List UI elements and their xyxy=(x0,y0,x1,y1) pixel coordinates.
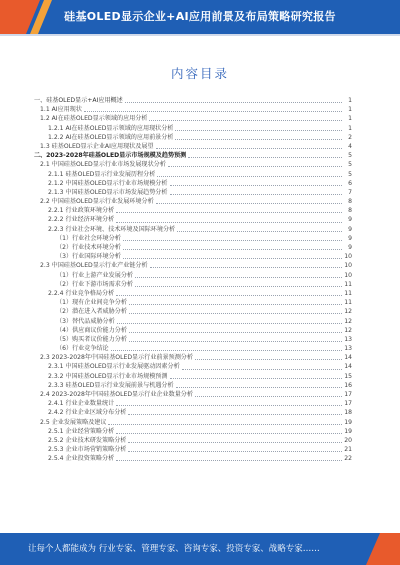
toc-leader-dots xyxy=(129,304,342,305)
toc-entry-label: 二、2023-2028年硅基OLED显示市场规模及趋势预测 xyxy=(34,152,187,160)
toc-leader-dots xyxy=(116,405,342,406)
toc-leader-dots xyxy=(176,387,342,388)
toc-leader-dots xyxy=(177,231,342,232)
toc-entry[interactable] xyxy=(34,390,352,399)
toc-entry-label: 2.1 中国硅基OLED显示行业市场发展现状分析 xyxy=(40,161,166,169)
toc-entry-page: 7 xyxy=(348,188,352,196)
toc-leader-dots xyxy=(117,323,342,324)
toc-entry[interactable] xyxy=(34,179,352,188)
toc-leader-dots xyxy=(170,185,343,186)
toc-entry[interactable] xyxy=(34,261,352,270)
toc-entry[interactable] xyxy=(34,399,352,408)
toc-entry-page: 17 xyxy=(344,391,352,398)
toc-entry-label: 1.2 AI在硅基OLED显示领域的应用分析 xyxy=(40,115,148,123)
report-title: 硅基OLED显示企业+AI应用前景及布局策略研究报告 xyxy=(64,10,336,23)
toc-entry-page: 12 xyxy=(344,326,352,334)
toc-leader-dots xyxy=(175,130,342,131)
toc-entry-label: 2.4 2023-2028年中国硅基OLED显示行业企业数量分析 xyxy=(40,391,193,398)
toc-entry-label: 2.2 中国硅基OLED显示行业发展环境分析 xyxy=(40,198,154,206)
toc-leader-dots xyxy=(108,424,342,425)
toc-entry[interactable] xyxy=(34,454,352,463)
toc-entry[interactable] xyxy=(34,335,352,344)
toc-entry[interactable] xyxy=(34,298,352,307)
header-divider xyxy=(0,34,400,36)
toc-entry[interactable] xyxy=(34,234,352,243)
toc-entry[interactable] xyxy=(34,280,352,289)
toc-leader-dots xyxy=(150,267,342,268)
toc-entry-label: （5）购买者议价能力分析 xyxy=(56,335,127,343)
toc-leader-dots xyxy=(129,332,342,333)
toc-entry-label: 1.3 硅基OLED显示企业AI应用现状及展望 xyxy=(40,142,154,150)
toc-entry-label: 2.3 2023-2028年中国硅基OLED显示行业前景预测分析 xyxy=(40,354,193,362)
toc-entry-label: 2.3 中国硅基OLED显示行业产业链分析 xyxy=(40,262,148,270)
toc-leader-dots xyxy=(149,120,342,121)
toc-entry[interactable] xyxy=(34,151,352,160)
toc-entry-page: 21 xyxy=(344,446,352,454)
toc-leader-dots xyxy=(123,240,342,241)
toc-entry-page: 1 xyxy=(348,115,352,123)
toc-entry[interactable] xyxy=(34,344,352,353)
toc-entry-label: 2.4.1 行业企业数量统计 xyxy=(48,400,115,408)
toc-entry-page: 9 xyxy=(348,234,352,242)
toc-entry[interactable] xyxy=(34,114,352,123)
toc-entry-page: 16 xyxy=(344,381,352,389)
toc-entry-label: 2.1.2 中国硅基OLED显示行业市场规模分析 xyxy=(48,179,168,187)
toc-entry[interactable] xyxy=(34,372,352,381)
toc-leader-dots xyxy=(156,148,342,149)
toc-leader-dots xyxy=(128,442,342,443)
toc-entry-page: 15 xyxy=(344,372,352,380)
toc-leader-dots xyxy=(195,396,342,397)
toc-entry[interactable] xyxy=(34,197,352,206)
toc-leader-dots xyxy=(156,203,342,204)
toc-entry-label: 2.5 企业发展策略及建议 xyxy=(40,418,107,426)
toc-entry-page: 8 xyxy=(348,198,352,206)
toc-entry-page: 1 xyxy=(348,106,352,114)
toc-leader-dots xyxy=(170,378,343,379)
toc-entry-page: 14 xyxy=(344,354,352,362)
toc-leader-dots xyxy=(135,286,342,287)
toc-leader-dots xyxy=(195,359,342,360)
toc-entry-label: 2.1.3 中国硅基OLED显示市场发展趋势分析 xyxy=(48,188,168,196)
toc-entry[interactable] xyxy=(34,124,352,133)
toc-entry[interactable] xyxy=(34,170,352,179)
toc-leader-dots xyxy=(84,111,342,112)
toc-entry[interactable] xyxy=(34,215,352,224)
toc-entry-page: 10 xyxy=(344,253,352,261)
toc-entry[interactable] xyxy=(34,307,352,316)
toc-leader-dots xyxy=(111,350,342,351)
toc-entry-page: 9 xyxy=(348,225,352,233)
toc-entry-label: （2）行业下游市场需求分析 xyxy=(56,280,134,288)
toc-entry-page: 13 xyxy=(344,345,352,353)
table-of-contents xyxy=(34,96,352,464)
toc-entry-page: 11 xyxy=(344,280,352,288)
toc-entry-label: （6）行业竞争结论 xyxy=(56,345,109,353)
toc-entry-page: 12 xyxy=(344,317,352,325)
toc-entry-label: 2.3.2 中国硅基OLED显示行业市场规模预测 xyxy=(48,372,168,380)
toc-entry[interactable] xyxy=(34,160,352,169)
toc-entry[interactable] xyxy=(34,326,352,335)
toc-entry-page: 8 xyxy=(348,207,352,215)
toc-leader-dots xyxy=(116,460,342,461)
toc-entry-label: 1.2.2 AI在硅基OLED显示领域的应用前景分析 xyxy=(48,133,174,141)
toc-entry[interactable] xyxy=(34,381,352,390)
toc-leader-dots xyxy=(116,295,342,296)
toc-entry-page: 11 xyxy=(344,289,352,297)
toc-leader-dots xyxy=(123,249,342,250)
toc-entry-label: （3）行业国际环境分析 xyxy=(56,253,121,261)
toc-leader-dots xyxy=(188,157,342,158)
toc-entry[interactable] xyxy=(34,289,352,298)
toc-entry-label: 2.1.1 硅基OLED显示行业发展历程分析 xyxy=(48,170,156,178)
toc-entry-page: 20 xyxy=(344,436,352,444)
toc-entry-page: 13 xyxy=(344,335,352,343)
toc-entry-label: 一、硅基OLED显示+AI应用概述 xyxy=(34,97,123,104)
toc-entry[interactable] xyxy=(34,133,352,142)
toc-entry[interactable] xyxy=(34,445,352,454)
toc-entry-page: 1 xyxy=(348,124,352,132)
toc-entry[interactable] xyxy=(34,436,352,445)
toc-entry[interactable] xyxy=(34,105,352,114)
toc-entry-page: 10 xyxy=(344,271,352,279)
toc-entry-label: 2.5.1 企业经营策略分析 xyxy=(48,427,115,435)
toc-entry[interactable] xyxy=(34,243,352,252)
toc-entry-page: 5 xyxy=(348,161,352,169)
toc-entry-page: 11 xyxy=(344,299,352,307)
toc-entry-page: 9 xyxy=(348,244,352,251)
toc-entry[interactable] xyxy=(34,362,352,371)
toc-entry-label: 2.5.4 企业投资策略分析 xyxy=(48,455,115,463)
toc-entry-page: 22 xyxy=(344,455,352,463)
toc-entry-label: 2.2.4 行业竞争格局分析 xyxy=(48,289,115,297)
toc-entry-page: 19 xyxy=(344,418,352,426)
toc-entry-page: 14 xyxy=(344,363,352,371)
toc-leader-dots xyxy=(116,222,342,223)
footer-slogan: 让每个人都能成为 行业专家、管理专家、咨询专家、投资专家、战略专家…… xyxy=(28,544,320,554)
toc-entry[interactable] xyxy=(34,317,352,326)
toc-leader-dots xyxy=(129,313,342,314)
toc-entry[interactable] xyxy=(34,353,352,362)
toc-entry-page: 2 xyxy=(348,133,352,141)
toc-leader-dots xyxy=(157,176,342,177)
toc-entry-page: 10 xyxy=(344,262,352,270)
toc-entry[interactable] xyxy=(34,427,352,436)
toc-leader-dots xyxy=(123,258,342,259)
toc-entry-page: 6 xyxy=(348,179,352,187)
toc-entry-label: （2）潜在进入者威胁分析 xyxy=(56,308,127,316)
toc-entry-label: 2.3.1 中国硅基OLED显示行业发展驱动因素分析 xyxy=(48,363,180,371)
toc-entry-page: 9 xyxy=(348,216,352,224)
toc-entry[interactable] xyxy=(34,142,352,151)
toc-entry[interactable] xyxy=(34,206,352,215)
footer-stripe-decoration xyxy=(360,533,400,565)
toc-leader-dots xyxy=(175,139,342,140)
toc-entry-label: （1）行业上游产业发展分析 xyxy=(56,271,134,279)
toc-entry[interactable] xyxy=(34,408,352,417)
toc-entry-page: 4 xyxy=(348,142,352,150)
toc-leader-dots xyxy=(135,277,342,278)
toc-entry-page: 18 xyxy=(344,409,352,417)
toc-entry-label: 2.2.3 行业社会环境、技术环境及国际环境分析 xyxy=(48,225,176,233)
toc-entry[interactable] xyxy=(34,418,352,427)
toc-entry-label: （1）行业社会环境分析 xyxy=(56,234,121,242)
toc-heading: 内容目录 xyxy=(170,66,229,81)
toc-entry-label: 2.2.1 行业政策环境分析 xyxy=(48,207,115,215)
toc-entry-label: 2.5.3 企业市场营销策略分析 xyxy=(48,446,127,454)
toc-leader-dots xyxy=(129,341,342,342)
toc-entry-label: 2.5.2 企业技术研发策略分析 xyxy=(48,436,127,444)
toc-entry-label: 2.4.2 行业企业区域分布分析 xyxy=(48,409,127,417)
toc-entry-label: （3）替代品威胁分析 xyxy=(56,317,115,325)
toc-leader-dots xyxy=(168,166,342,167)
toc-entry-page: 19 xyxy=(344,427,352,435)
toc-leader-dots xyxy=(182,369,342,370)
toc-leader-dots xyxy=(116,433,342,434)
toc-entry-label: （1）现有企业间竞争分析 xyxy=(56,299,127,307)
toc-entry-page: 17 xyxy=(344,400,352,408)
toc-leader-dots xyxy=(170,194,343,195)
toc-entry-label: 1.2.1 AI在硅基OLED显示领域的应用现状分析 xyxy=(48,124,174,132)
toc-leader-dots xyxy=(128,414,342,415)
toc-entry[interactable] xyxy=(34,188,352,197)
toc-entry-label: 2.3.3 硅基OLED显示行业发展前景与机遇分析 xyxy=(48,381,174,389)
toc-entry-page: 12 xyxy=(344,308,352,316)
toc-entry[interactable] xyxy=(34,96,352,105)
toc-leader-dots xyxy=(125,102,342,103)
toc-entry[interactable] xyxy=(34,252,352,261)
toc-entry[interactable] xyxy=(34,225,352,234)
toc-leader-dots xyxy=(128,451,342,452)
toc-entry-label: 1.1 AI应用现状 xyxy=(40,106,82,114)
toc-entry-label: （2）行业技术环境分析 xyxy=(56,244,121,251)
toc-entry-label: 2.2.2 行业经济环境分析 xyxy=(48,216,115,224)
toc-entry-label: （4）供应商议价能力分析 xyxy=(56,326,127,334)
toc-entry-page: 1 xyxy=(348,97,352,104)
toc-entry-page: 5 xyxy=(348,170,352,178)
toc-leader-dots xyxy=(116,212,342,213)
toc-entry[interactable] xyxy=(34,271,352,280)
toc-entry-page: 5 xyxy=(348,152,352,160)
